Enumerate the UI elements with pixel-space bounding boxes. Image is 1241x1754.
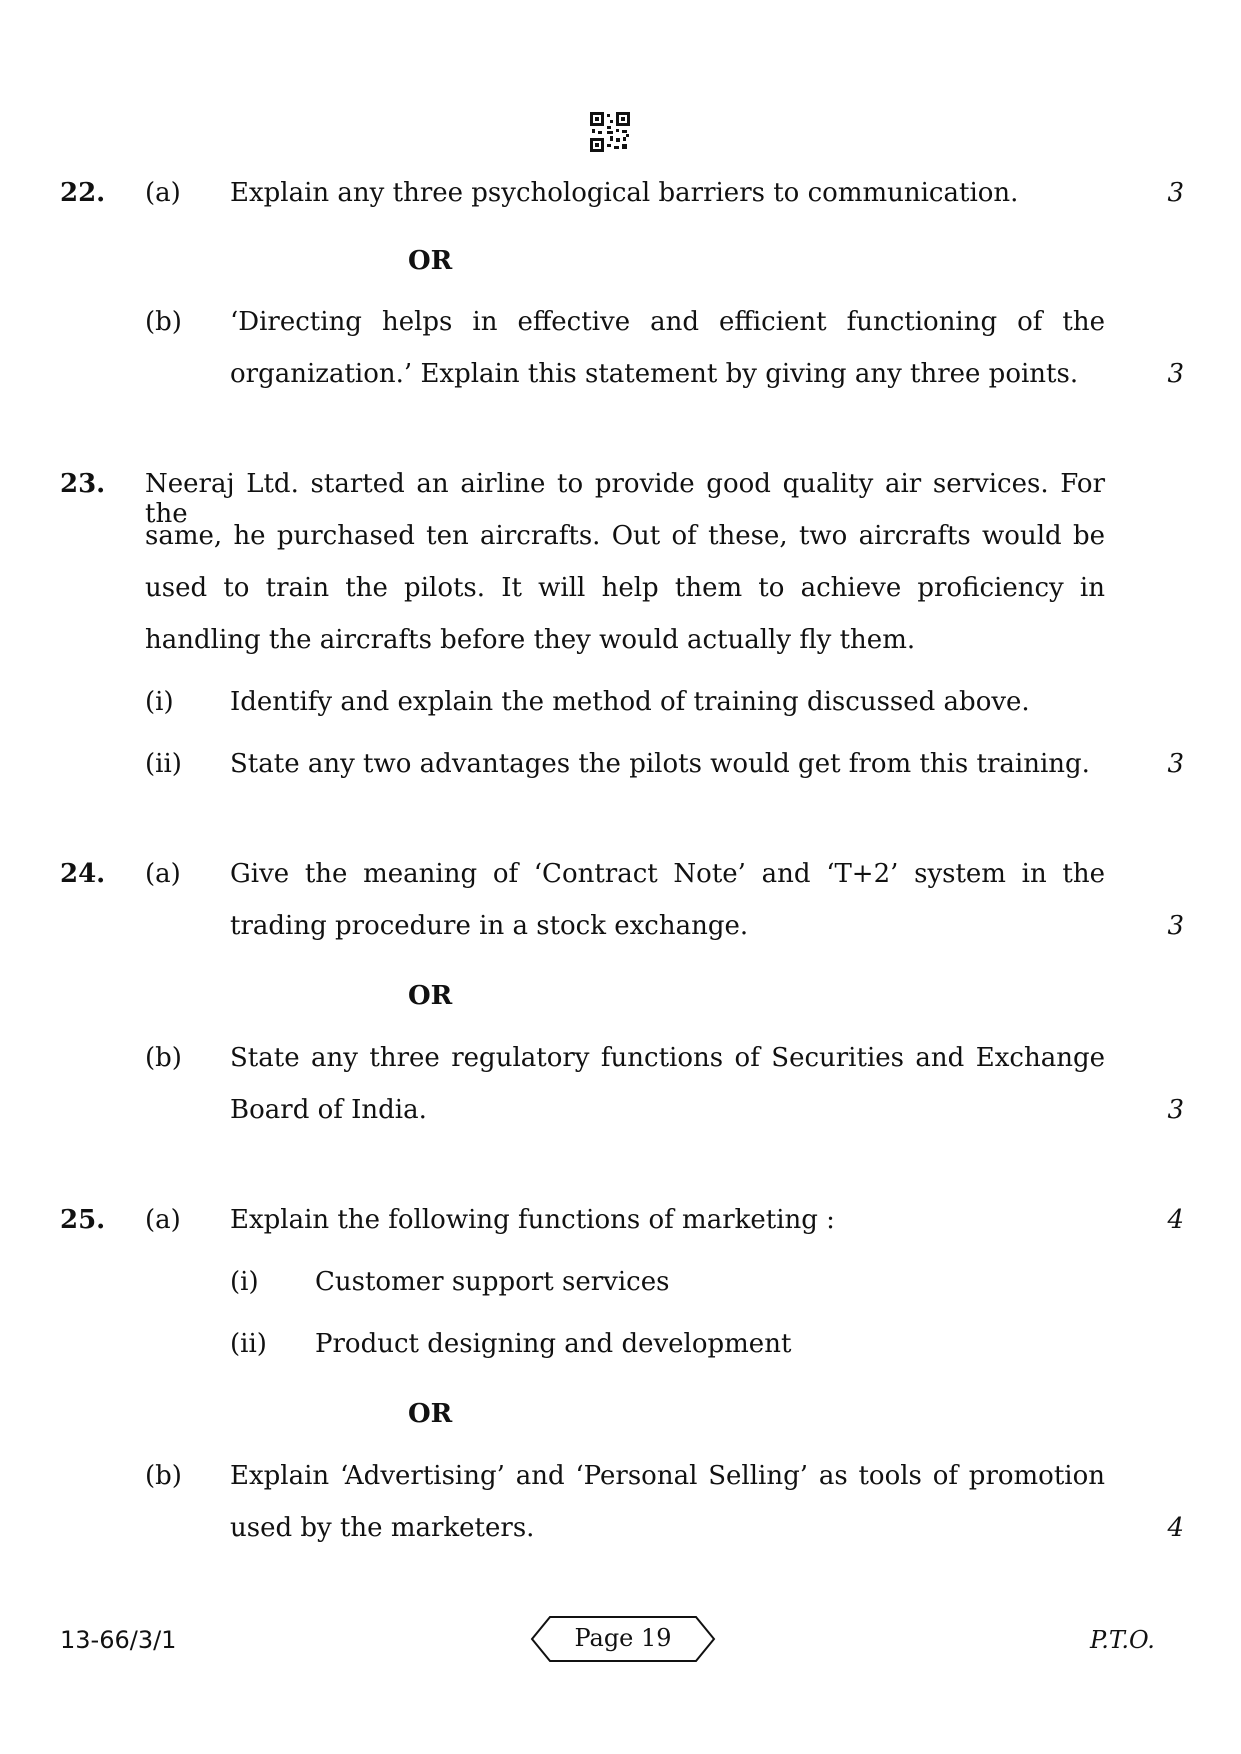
subpart-text: State any two advantages the pilots would get from this training.: [230, 749, 1090, 779]
subpart-label: (i): [145, 687, 174, 717]
part-label: (b): [145, 1461, 182, 1491]
stem-line: handling the aircrafts before they would actually fly them.: [145, 625, 916, 655]
subitem-text: Customer support services: [315, 1267, 670, 1297]
subitem-text: Product designing and development: [315, 1329, 792, 1359]
part-text-line: Give the meaning of ‘Contract Note’ and ‘T+2’ system in the: [230, 859, 1105, 889]
part-label: (a): [145, 178, 181, 208]
question-number: 22.: [60, 178, 106, 208]
marks: 3: [1167, 911, 1184, 941]
page-number: Page 19: [574, 1624, 672, 1652]
or-separator: OR: [408, 981, 453, 1011]
part-text-line: used by the marketers.: [230, 1513, 535, 1543]
part-text-line: trading procedure in a stock exchange.: [230, 911, 749, 941]
pto-label: P.T.O.: [1090, 1626, 1155, 1654]
part-label: (a): [145, 859, 181, 889]
marks: 4: [1167, 1513, 1184, 1543]
marks: 3: [1167, 178, 1184, 208]
qr-code-icon: [590, 112, 630, 152]
part-label: (b): [145, 307, 182, 337]
stem-line: Neeraj Ltd. started an airline to provide good quality air services. For the: [145, 469, 1105, 529]
subpart-text: Identify and explain the method of training discussed above.: [230, 687, 1030, 717]
part-label: (a): [145, 1205, 181, 1235]
subpart-label: (ii): [145, 749, 182, 779]
stem-line: used to train the pilots. It will help them to achieve proficiency in: [145, 573, 1105, 603]
part-text: Explain any three psychological barriers to communication.: [230, 178, 1019, 208]
question-number: 25.: [60, 1205, 106, 1235]
part-label: (b): [145, 1043, 182, 1073]
paper-code: 13-66/3/1: [60, 1626, 177, 1654]
stem-line: same, he purchased ten aircrafts. Out of these, two aircrafts would be: [145, 521, 1105, 551]
question-number: 23.: [60, 469, 106, 499]
subitem-label: (i): [230, 1267, 259, 1297]
part-text: Explain the following functions of marketing :: [230, 1205, 835, 1235]
part-text-line: State any three regulatory functions of Securities and Exchange: [230, 1043, 1105, 1073]
or-separator: OR: [408, 1399, 453, 1429]
part-text-line: ‘Directing helps in effective and efficient functioning of the: [230, 307, 1105, 337]
subitem-label: (ii): [230, 1329, 267, 1359]
marks: 3: [1167, 359, 1184, 389]
or-separator: OR: [408, 246, 453, 276]
marks: 4: [1167, 1205, 1184, 1235]
page-number-badge: [530, 1614, 716, 1664]
marks: 3: [1167, 749, 1184, 779]
question-number: 24.: [60, 859, 106, 889]
marks: 3: [1167, 1095, 1184, 1125]
part-text-line: Explain ‘Advertising’ and ‘Personal Selling’ as tools of promotion: [230, 1461, 1105, 1491]
part-text-line: organization.’ Explain this statement by giving any three points.: [230, 359, 1079, 389]
part-text-line: Board of India.: [230, 1095, 427, 1125]
